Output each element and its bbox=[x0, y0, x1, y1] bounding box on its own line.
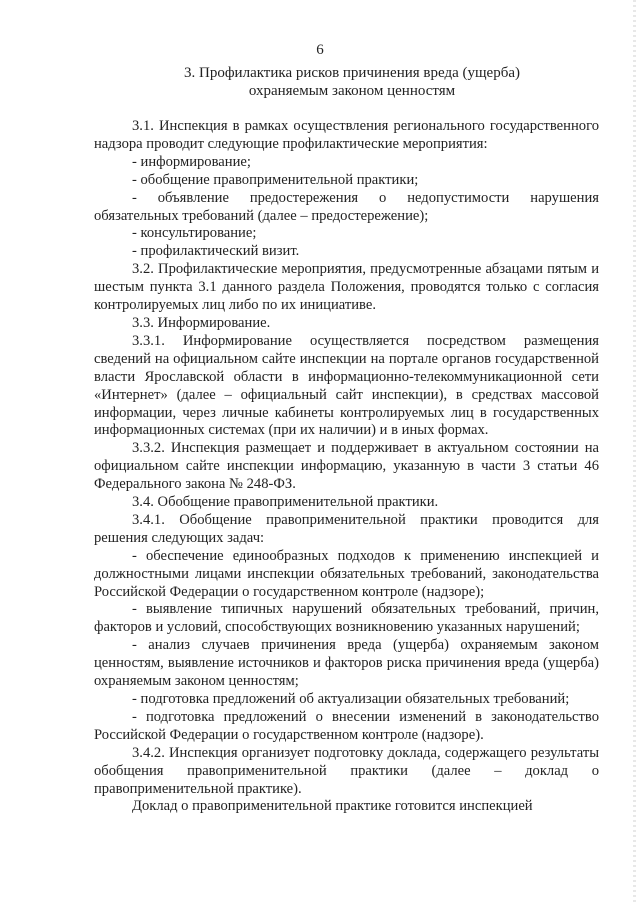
paragraph: 3.4.1. Обобщение правоприменительной практики проводится для решения следующих задач: bbox=[94, 511, 599, 546]
paragraph: 3.4.2. Инспекция организует подготовку доклада, содержащего результаты обобщения правоприменительной практики (далее – доклад о правоприменительной практике). bbox=[94, 744, 599, 797]
section-title-line: охраняемым законом ценностям bbox=[248, 83, 456, 99]
paragraph: 3.1. Инспекция в рамках осуществления регионального государственного надзора проводит следующие профилактические мероприятия: bbox=[94, 118, 599, 152]
subsection-heading: 3.4. Обобщение правоприменительной практики. bbox=[132, 494, 439, 511]
list-item: - подготовка предложений о внесении изменений в законодательство Российской Федерации о государственном контроле (надзоре). bbox=[94, 708, 599, 743]
paragraph: 3.3.1. Информирование осуществляется посредством размещения сведений на официальном сайте инспекции на портале органов государственной власти Ярославской области в информационно-телекоммуникационной сети «Интернет» (далее – официальный сайт инспекции), в средствах массовой информации, через личные кабинеты контролируемых лиц в государственных информационных системах (при их наличии) и в иных формах. bbox=[94, 332, 599, 439]
paragraph: 3.3.2. Инспекция размещает и поддерживает в актуальном состоянии на официальном сайте инспекции информацию, указанную в части 3 статьи 46 Федерального закона № 248-ФЗ. bbox=[94, 440, 599, 493]
list-item: - объявление предостережения о недопустимости нарушения обязательных требований (далее – предостережение); bbox=[94, 189, 599, 224]
paragraph: Доклад о правоприменительной практике готовится инспекцией bbox=[132, 798, 533, 815]
list-item: - подготовка предложений об актуализации обязательных требований; bbox=[132, 691, 570, 707]
subsection-heading: 3.3. Информирование. bbox=[132, 314, 271, 331]
list-item: - обеспечение единообразных подходов к применению инспекцией и должностными лицами инспекции обязательных требований, законодательства Российской Федерации о государственном контроле (надзоре); bbox=[94, 547, 599, 600]
paragraph: 3.2. Профилактические мероприятия, предусмотренные абзацами пятым и шестым пункта 3.1 данного раздела Положения, проводятся только с согласия контролируемых лиц либо по их инициативе. bbox=[94, 261, 599, 314]
section-title bbox=[92, 64, 612, 100]
scan-edge-artifact bbox=[633, 0, 636, 905]
list-item: - выявление типичных нарушений обязательных требований, причин, факторов и условий, способствующих возникновению указанных нарушений; bbox=[94, 601, 599, 636]
list-item: - профилактический визит. bbox=[132, 243, 300, 260]
page-number: 6 bbox=[316, 42, 324, 58]
list-item: - консультирование; bbox=[132, 225, 257, 242]
document-body bbox=[94, 118, 599, 816]
list-item: - информирование; bbox=[132, 153, 251, 170]
list-item: - анализ случаев причинения вреда (ущерба) охраняемым законом ценностям, выявление источников и факторов риска причинения вреда (ущерба) охраняемым законом ценностям; bbox=[94, 637, 599, 690]
list-item: - обобщение правоприменительной практики; bbox=[132, 171, 419, 188]
section-title-line: 3. Профилактика рисков причинения вреда (ущерба) bbox=[184, 65, 520, 81]
